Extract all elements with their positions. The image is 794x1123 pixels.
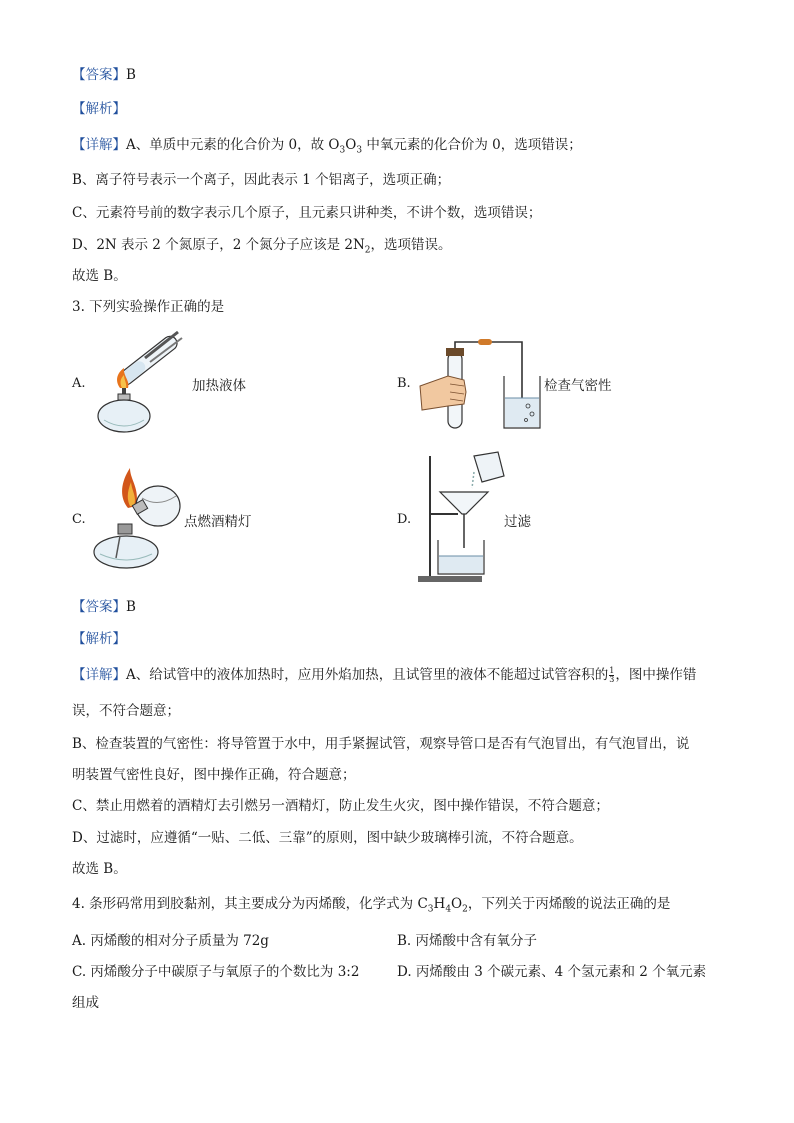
answer-tag: 【答案】 (72, 599, 126, 615)
q4-option-d: D. 丙烯酸由 3 个碳元素、4 个氢元素和 2 个氧元素 (397, 964, 707, 980)
analysis-tag: 【解析】 (72, 101, 126, 117)
answer-line-q2 (72, 66, 136, 84)
conclusion-q3: 故选 B。 (72, 861, 127, 877)
airtightness-check-figure (418, 334, 548, 434)
detail-line-2: B、离子符号表示一个离子，因此表示 1 个铝离子，选项正确； (72, 172, 451, 188)
detail-line-3: C、禁止用燃着的酒精灯去引燃另一酒精灯，防止发生火灾，图中操作错误，不符合题意； (72, 798, 609, 814)
detail-line-3: C、元素符号前的数字表示几个原子，且元素只讲种类，不讲个数，选项错误； (72, 205, 542, 221)
option-a-caption: 加热液体 (192, 378, 246, 394)
heating-liquid-figure (90, 328, 200, 438)
detail-line-4: D、过滤时，应遵循“一贴、二低、三靠”的原则，图中缺少玻璃棒引流，不符合题意。 (72, 830, 583, 846)
question-stem-q4: 4. 条形码常用到胶黏剂，其主要成分为丙烯酸，化学式为 $C_3H_4O_2$，下列关于丙烯酸的说法正确的是 (72, 896, 671, 915)
option-a-label: A. (72, 376, 86, 391)
answer-tag: 【答案】 (72, 67, 126, 83)
option-d-label: D. (397, 512, 412, 527)
fraction-one-third: $\frac{1}{3}$ (609, 666, 615, 684)
q4-option-b: B. 丙烯酸中含有氧分子 (397, 933, 538, 949)
option-c-caption: 点燃酒精灯 (184, 514, 252, 530)
detail-tag: 【详解】 (72, 667, 126, 683)
detail-line-1: 【详解】A、单质中元素的化合价为 0，故 $O_3O_3$ 中氧元素的化合价为 0，选项错误； (72, 137, 582, 156)
detail-line-2-cont: 明装置气密性良好，图中操作正确，符合题意； (72, 767, 356, 783)
answer-value: B (126, 599, 136, 615)
option-b-label: B. (397, 376, 411, 391)
option-d-caption: 过滤 (504, 514, 531, 530)
answer-value: B (126, 67, 136, 83)
analysis-tag: 【解析】 (72, 631, 126, 647)
lighting-lamp-figure (90, 462, 190, 572)
q4-option-c: C. 丙烯酸分子中碳原子与氧原子的个数比为 3:2 (72, 964, 360, 980)
answer-line-q3 (72, 598, 136, 616)
conclusion-q2: 故选 B。 (72, 268, 127, 284)
detail-line-4: D、2N 表示 2 个氮原子，2 个氮分子应该是 $2N_2$，选项错误。 (72, 237, 452, 256)
detail-line-2: B、检查装置的气密性：将导管置于水中，用手紧握试管，观察导管口是否有气泡冒出，有气泡冒出，说 (72, 736, 690, 752)
question-stem-q3: 3. 下列实验操作正确的是 (72, 299, 225, 315)
option-c-label: C. (72, 512, 86, 527)
detail-line-1: 【详解】A、给试管中的液体加热时，应用外焰加热，且试管里的液体不能超过试管容积的 $\frac{1}{3}$ ，图中操作错 (72, 666, 697, 684)
detail-tag: 【详解】 (72, 137, 126, 153)
filtration-figure (412, 448, 512, 588)
detail-line-1-cont: 误，不符合题意； (72, 703, 180, 719)
q4-option-d-cont: 组成 (72, 995, 99, 1011)
q4-option-a: A. 丙烯酸的相对分子质量为 72g (72, 933, 269, 949)
option-b-caption: 检查气密性 (544, 378, 612, 394)
